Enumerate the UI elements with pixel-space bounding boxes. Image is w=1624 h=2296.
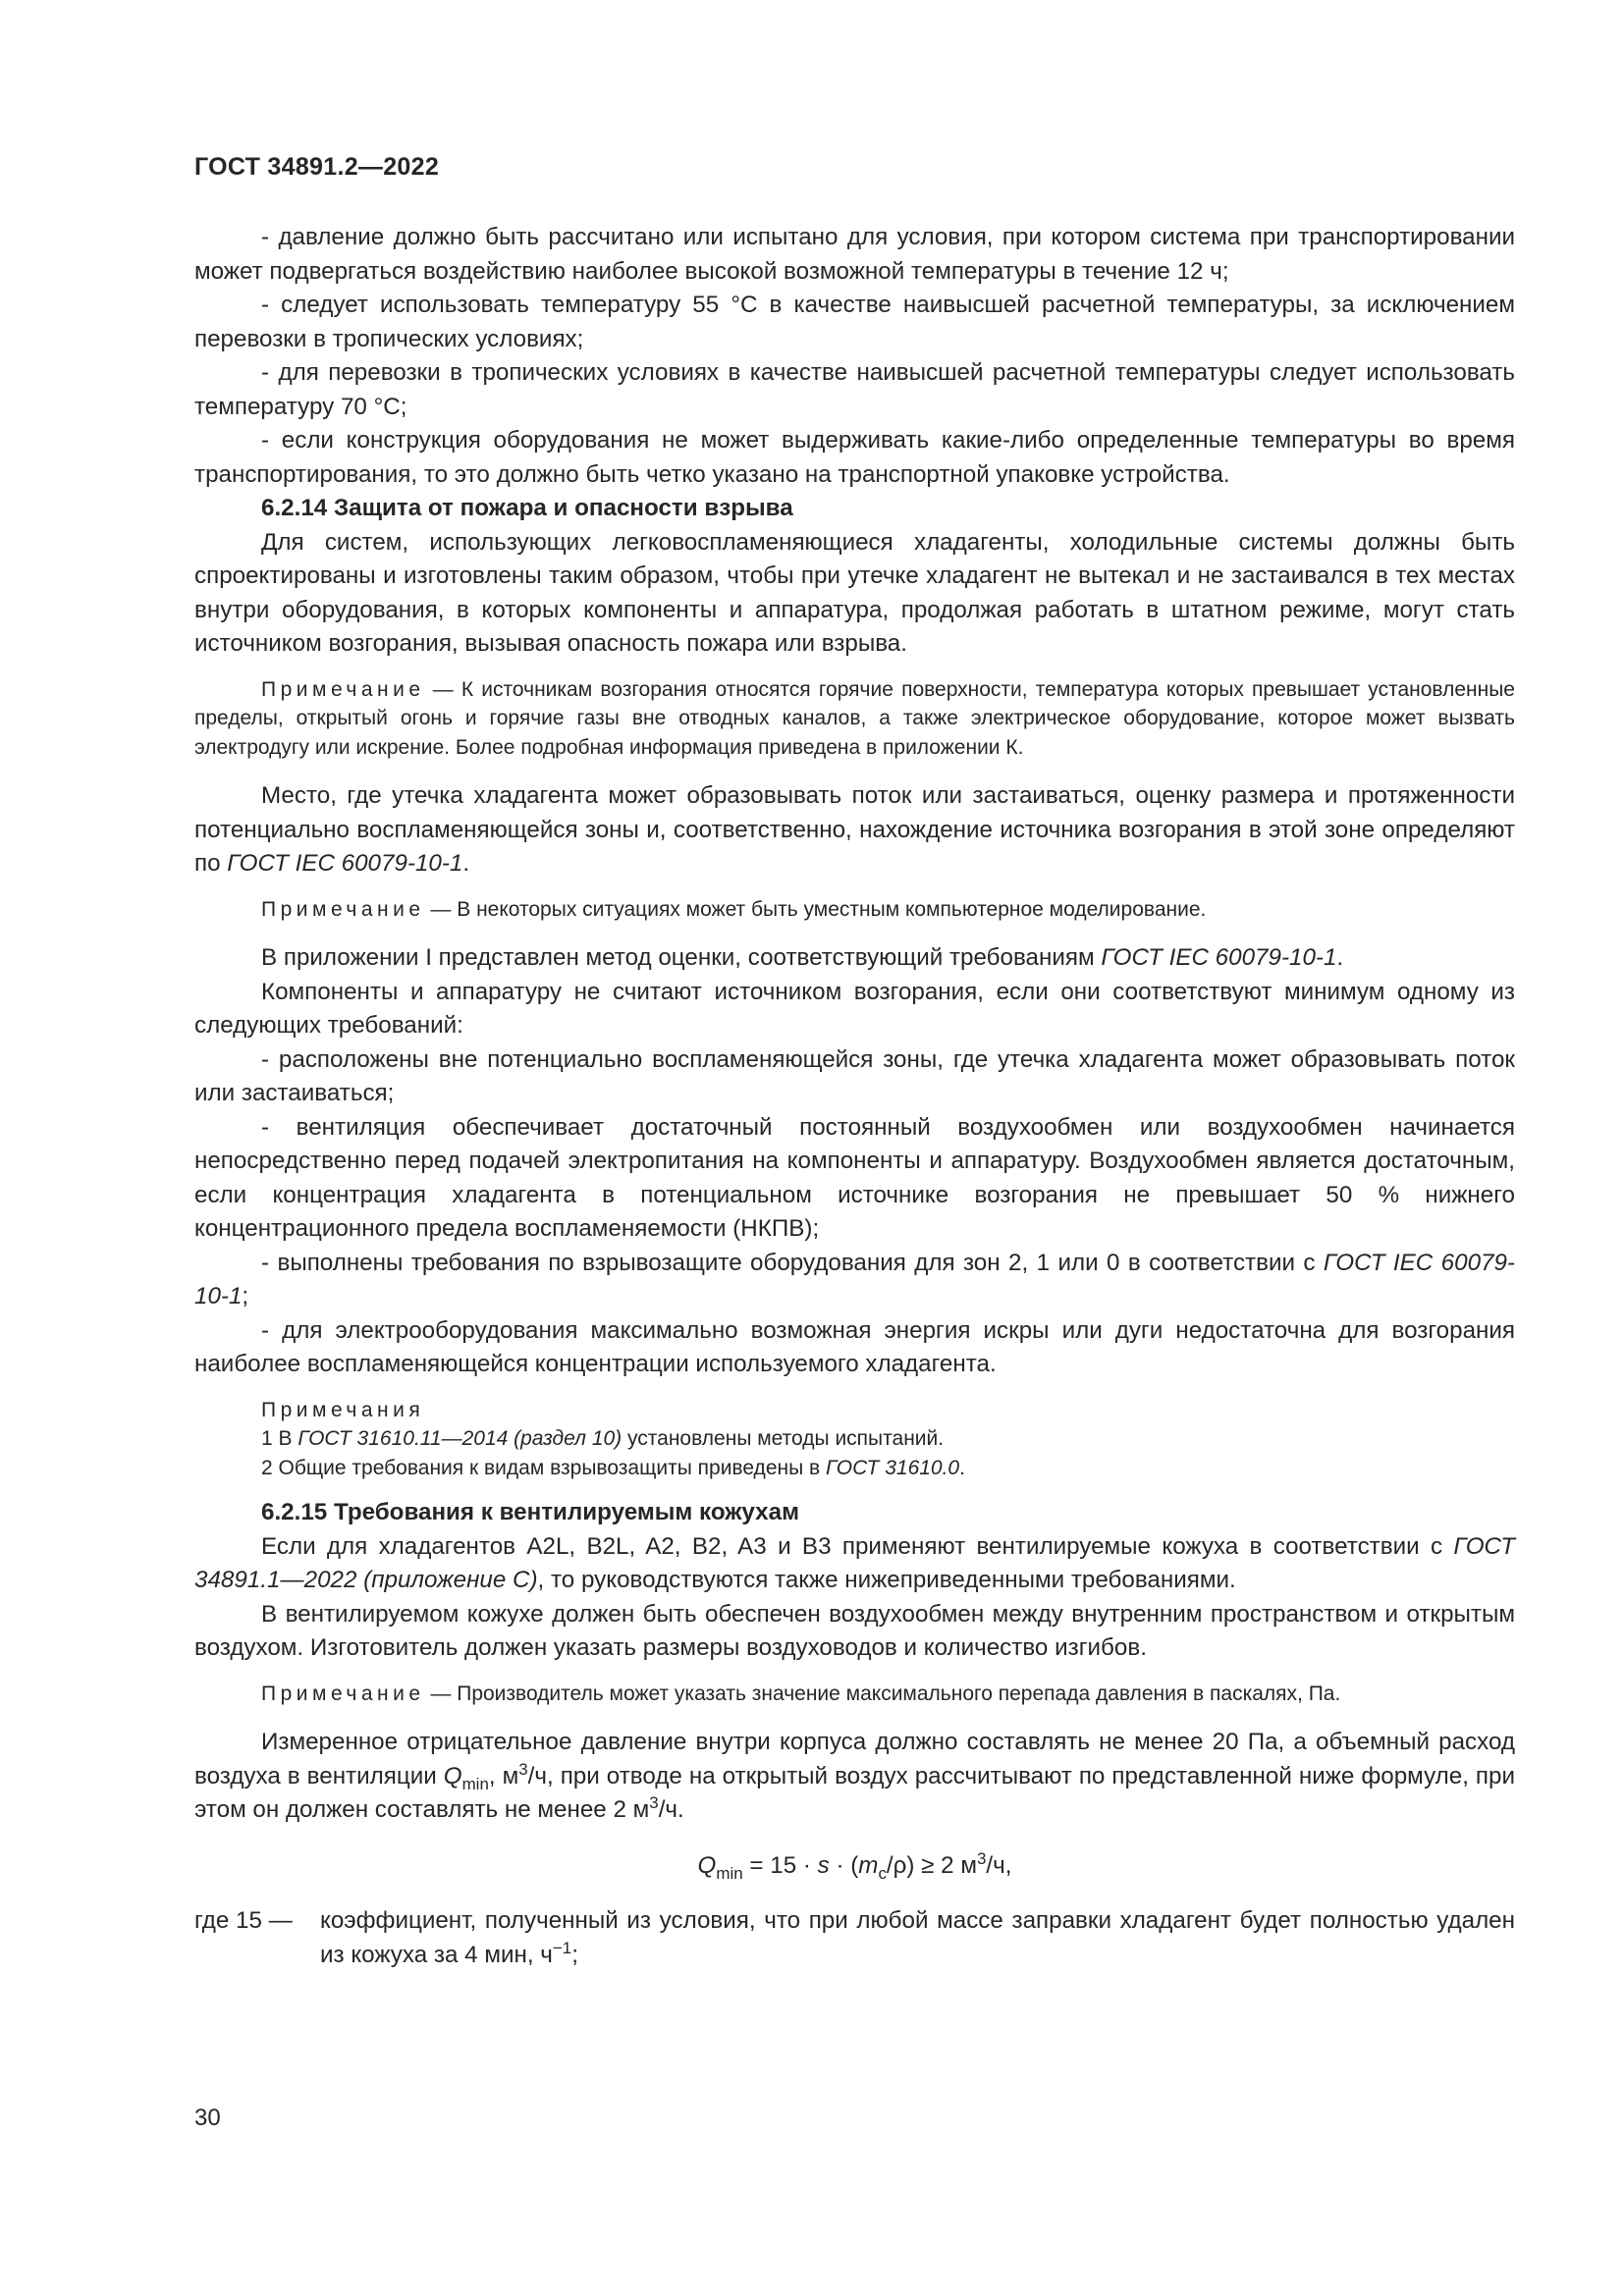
- paragraph: - для перевозки в тропических условиях в качестве наивысшей расчетной температуры следует использовать температуру 70 °С;: [194, 359, 1515, 420]
- text: = 15 ·: [742, 1851, 818, 1879]
- note-text: — В некоторых ситуациях может быть уместным компьютерное моделирование.: [424, 897, 1207, 921]
- symbol: s: [817, 1851, 830, 1879]
- superscript: 3: [518, 1759, 528, 1779]
- text: 2 Общие требования к видам взрывозащиты приведены в: [261, 1456, 827, 1479]
- text: коэффициент, полученный из условия, что при любой массе заправки хладагент будет полностью удален из кожуха за 4 мин, ч: [320, 1907, 1515, 1968]
- standard-reference: ГОСТ 34891.1—2022 (приложение С): [194, 1532, 1515, 1593]
- text: /ч,: [986, 1851, 1012, 1879]
- text: - выполнены требования по взрывозащите оборудования для зон 2, 1 или 0 в соответствии с: [261, 1249, 1324, 1276]
- text: Место, где утечка хладагента может образовывать поток или застаиваться, оценку размера и протяженности потенциально воспламеняющейся зоны и, соответственно, нахождение источника возгорания в этой зоне определяют по: [194, 782, 1515, 877]
- note: [194, 895, 1515, 925]
- document-header: ГОСТ 34891.2—2022: [194, 153, 440, 181]
- standard-reference: ГОСТ IEC 60079-10-1: [1101, 944, 1337, 971]
- section-heading-6-2-14: 6.2.14 Защита от пожара и опасности взрыва: [261, 495, 793, 521]
- standard-reference: ГОСТ IEC 60079-10-1: [227, 850, 463, 877]
- formula: [194, 1849, 1515, 1884]
- document-page: [194, 128, 1515, 1972]
- where-value: [320, 1904, 1515, 1972]
- paragraph: [194, 1726, 1515, 1828]
- text: установлены методы испытаний.: [622, 1427, 945, 1450]
- text: .: [959, 1456, 965, 1479]
- text: /ч, при отводе на открытый воздух рассчитывают по представленной ниже формуле, при этом он должен составлять не менее 2 м: [194, 1762, 1515, 1823]
- text: ;: [571, 1941, 578, 1968]
- superscript: 3: [649, 1792, 659, 1812]
- note-item: [194, 1454, 1515, 1483]
- section-heading-6-2-15: 6.2.15 Требования к вентилируемым кожухам: [261, 1499, 799, 1525]
- paragraph: В вентилируемом кожухе должен быть обеспечен воздухообмен между внутренним пространством и открытым воздухом. Изготовитель должен указать размеры воздуховодов и количество изгибов.: [194, 1600, 1515, 1661]
- text: , м: [488, 1762, 519, 1789]
- paragraph: - для электрооборудования максимально возможная энергия искры или дуги недостаточна для возгорания наиболее воспламеняющейся концентрации используемого хладагента.: [194, 1316, 1515, 1377]
- symbol: Q: [443, 1762, 462, 1789]
- note-label: Примечание: [261, 677, 425, 701]
- text: .: [1336, 944, 1344, 971]
- paragraph: [194, 941, 1515, 976]
- note-text: — Производитель может указать значение максимального перепада давления в паскалях, Па.: [424, 1682, 1341, 1705]
- note-label: Примечание: [261, 897, 425, 921]
- paragraph: - если конструкция оборудования не может выдерживать какие-либо определенные температуры во время транспортирования, то это должно быть четко указано на транспортной упаковке устройства.: [194, 427, 1515, 488]
- note-item: [194, 1424, 1515, 1454]
- subscript: min: [716, 1863, 743, 1883]
- formula-explanation: [194, 1904, 1515, 1972]
- subscript: c: [878, 1863, 887, 1883]
- notes-label: Примечания: [261, 1398, 425, 1421]
- text: /ρ) ≥ 2 м: [886, 1851, 977, 1879]
- paragraph: Компоненты и аппаратуру не считают источником возгорания, если они соответствуют минимум одному из следующих требований:: [194, 978, 1515, 1039]
- paragraph: [194, 1530, 1515, 1598]
- where-key: где 15 —: [194, 1907, 293, 1934]
- superscript: 3: [976, 1848, 987, 1868]
- page-number: 30: [194, 2105, 221, 2131]
- text: , то руководствуются также нижеприведенными требованиями.: [537, 1567, 1236, 1593]
- standard-reference: ГОСТ 31610.0: [826, 1456, 960, 1479]
- text: ;: [242, 1283, 249, 1309]
- symbol: Q: [697, 1851, 717, 1879]
- standard-reference: ГОСТ 31610.11—2014 (раздел 10): [298, 1427, 623, 1450]
- subscript: min: [461, 1774, 489, 1793]
- paragraph: - следует использовать температуру 55 °С в качестве наивысшей расчетной температуры, за исключением перевозки в тропических условиях;: [194, 292, 1515, 352]
- paragraph: - давление должно быть рассчитано или испытано для условия, при котором система при транспортировании может подвергаться воздействию наиболее высокой возможной температуры в течение 12 ч;: [194, 224, 1515, 285]
- text: · (: [829, 1851, 859, 1879]
- text: /ч.: [658, 1796, 684, 1823]
- symbol: m: [858, 1851, 879, 1879]
- note: [194, 675, 1515, 763]
- text: Если для хладагентов A2L, B2L, A2, B2, A3 и B3 применяют вентилируемые кожуха в соответствии с: [261, 1532, 1454, 1560]
- text: В приложении I представлен метод оценки, соответствующий требованиям: [261, 944, 1102, 971]
- paragraph: Для систем, использующих легковоспламеняющиеся хладагенты, холодильные системы должны быть спроектированы и изготовлены таким образом, чтобы при утечке хладагент не вытекал и не застаивался в тех местах внутри оборудования, в которых компоненты и аппаратура, продолжая работать в штатном режиме, могут стать источником возгорания, вызывая опасность пожара или взрыва.: [194, 528, 1515, 657]
- text: 1 В: [261, 1427, 298, 1450]
- note-text: — К источникам возгорания относятся горячие поверхности, температура которых превышает установленные пределы, открытый огонь и горячие газы вне отводных каналов, а также электрическое оборудование, которое может вызвать электродугу или искрение. Более подробная информация приведена в приложении К.: [194, 677, 1515, 759]
- paragraph: - расположены вне потенциально воспламеняющейся зоны, где утечка хладагента может образовывать поток или застаиваться;: [194, 1045, 1515, 1106]
- note-label: Примечание: [261, 1682, 425, 1705]
- note: [194, 1680, 1515, 1709]
- text: Измеренное отрицательное давление внутри корпуса должно составлять не менее 20 Па, а объемный расход воздуха в вентиляции: [194, 1729, 1515, 1789]
- paragraph: - вентиляция обеспечивает достаточный постоянный воздухообмен или воздухообмен начинается непосредственно перед подачей электропитания на компоненты и аппаратуру. Воздухообмен является достаточным, если концентрация хладагента в потенциальном источнике возгорания не превышает 50 % нижнего концентрационного предела воспламеняемости (НКПВ);: [194, 1113, 1515, 1242]
- standard-reference: ГОСТ IEC 60079-10-1: [194, 1249, 1515, 1309]
- text: .: [462, 850, 470, 877]
- superscript: −1: [552, 1938, 572, 1957]
- paragraph: [194, 1247, 1515, 1314]
- paragraph: [194, 779, 1515, 881]
